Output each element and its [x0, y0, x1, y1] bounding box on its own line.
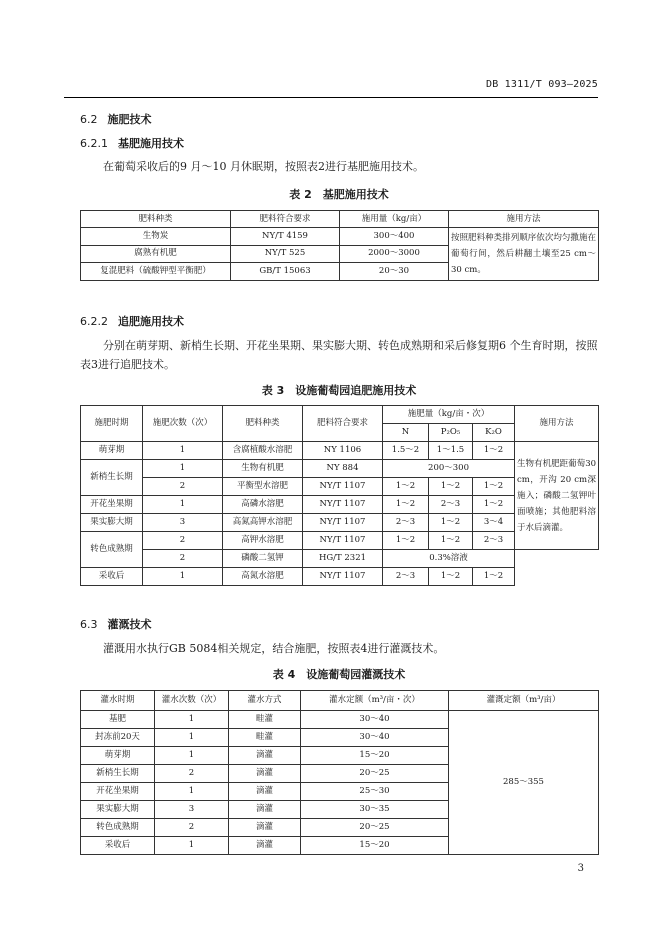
table-header: 肥料符合要求 [231, 211, 340, 228]
table-cell: 滴灌 [229, 801, 301, 819]
table-cell: 3～4 [473, 514, 515, 532]
table-header: 施肥次数（次） [143, 406, 223, 442]
table-cell: NY/T 1107 [303, 478, 383, 496]
table-cell: GB/T 15063 [231, 263, 340, 281]
table-header: 肥料种类 [223, 406, 303, 442]
section-title: 基肥施用技术 [118, 137, 184, 150]
table-cell: 生物炭 [81, 228, 231, 246]
table-cell: 开花坐果期 [81, 496, 143, 514]
table-cell: 滴灌 [229, 819, 301, 837]
section-6-3-heading [80, 616, 152, 632]
table-header: 灌水方式 [229, 691, 301, 711]
table-cell: 3 [143, 514, 223, 532]
table-cell: 1.5～2 [383, 442, 429, 460]
table-cell: 封冻前20天 [81, 729, 155, 747]
table-cell: 生物有机肥 [223, 460, 303, 478]
table-cell: 1 [143, 568, 223, 586]
table-cell: 高磷水溶肥 [223, 496, 303, 514]
table-cell: 15～20 [301, 747, 449, 765]
table4-caption: 表 4 设施葡萄园灌溉技术 [272, 668, 406, 681]
table-cell: NY/T 1107 [303, 568, 383, 586]
section-6-2-1-heading [80, 135, 184, 151]
section-number: 6.2 [80, 113, 98, 126]
table-cell: 20～25 [301, 765, 449, 783]
table-cell: 1～2 [429, 532, 473, 550]
table-cell: 畦灌 [229, 711, 301, 729]
table-cell: 200～300 [383, 460, 515, 478]
table-cell: 1 [155, 747, 229, 765]
table-cell: 果实膨大期 [81, 514, 143, 532]
table3-caption: 表 3 设施葡萄园追肥施用技术 [261, 384, 417, 397]
section-title: 灌溉技术 [107, 618, 152, 631]
table-cell: 1～2 [473, 496, 515, 514]
table-header: 肥料种类 [81, 211, 231, 228]
paragraph-6-3: 灌溉用水执行GB 5084相关规定，结合施肥，按照表4进行灌溉技术。 [103, 642, 445, 655]
table-cell: 新梢生长期 [81, 765, 155, 783]
table-cell: NY 884 [303, 460, 383, 478]
table-cell: 1 [155, 711, 229, 729]
section-number: 6.3 [80, 618, 98, 631]
section-number: 6.2.1 [80, 137, 108, 150]
table-cell: 1～2 [473, 478, 515, 496]
table-cell: 1 [155, 837, 229, 855]
table-cell: 2000～3000 [340, 245, 449, 263]
table-cell: 20～30 [340, 263, 449, 281]
table-cell: NY 1106 [303, 442, 383, 460]
table-row [81, 442, 599, 460]
table-cell: 2 [143, 550, 223, 568]
table-header: 施肥量（kg/亩・次） [383, 406, 515, 424]
table-cell: 1 [143, 496, 223, 514]
table-row [81, 550, 599, 568]
table-row [81, 711, 599, 729]
table-header: N [383, 424, 429, 442]
table-cell: NY/T 1107 [303, 514, 383, 532]
section-number: 6.2.2 [80, 315, 108, 328]
table-header: 灌水时期 [81, 691, 155, 711]
table-cell: 滴灌 [229, 747, 301, 765]
table-3 [80, 405, 599, 586]
table-cell: 300～400 [340, 228, 449, 246]
table-cell: 平衡型水溶肥 [223, 478, 303, 496]
table-cell: 2 [155, 765, 229, 783]
table-cell: 1～2 [383, 532, 429, 550]
table-header: P₂O₅ [429, 424, 473, 442]
table-cell: 0.3%溶液 [383, 550, 515, 568]
table-4 [80, 690, 599, 855]
table-cell: 新梢生长期 [81, 460, 143, 496]
table-cell: 30～40 [301, 729, 449, 747]
document-code: DB 1311/T 093—2025 [486, 79, 598, 90]
table-cell: 滴灌 [229, 765, 301, 783]
table-2 [80, 210, 599, 281]
table-cell: 15～20 [301, 837, 449, 855]
table-cell: 1 [143, 442, 223, 460]
table-cell: 滴灌 [229, 837, 301, 855]
header-rule [64, 97, 598, 98]
table-cell: 1～2 [429, 568, 473, 586]
table-cell: 滴灌 [229, 783, 301, 801]
table-cell: 1～2 [429, 514, 473, 532]
table-cell: 2 [143, 532, 223, 550]
table-cell: 含腐植酸水溶肥 [223, 442, 303, 460]
table-cell: 30～35 [301, 801, 449, 819]
table-cell: 2～3 [383, 514, 429, 532]
table-cell: NY/T 1107 [303, 532, 383, 550]
table-cell: 2～3 [383, 568, 429, 586]
table-header: 灌水次数（次） [155, 691, 229, 711]
method-cell: 生物有机肥距葡萄30 cm，开沟 20 cm深施入；磷酸二氢钾叶面喷施；其他肥料溶于水后滴灌。 [515, 442, 599, 550]
table-cell: 萌芽期 [81, 747, 155, 765]
section-6-2-heading [80, 111, 152, 127]
section-title: 施肥技术 [107, 113, 152, 126]
table-cell: 转色成熟期 [81, 532, 143, 568]
table-header: 施用方法 [449, 211, 599, 228]
table-cell: 3 [155, 801, 229, 819]
table-cell: 1～2 [383, 496, 429, 514]
irrigation-total-cell: 285～355 [449, 711, 599, 855]
table-cell: 25～30 [301, 783, 449, 801]
table-cell: 基肥 [81, 711, 155, 729]
table-cell: 2 [143, 478, 223, 496]
table-cell: 采收后 [81, 568, 143, 586]
table-cell: 畦灌 [229, 729, 301, 747]
table-header: 肥料符合要求 [303, 406, 383, 442]
table-cell: 1～2 [473, 442, 515, 460]
table2-caption: 表 2 基肥施用技术 [289, 188, 389, 201]
table-cell: NY/T 525 [231, 245, 340, 263]
table-header: K₂O [473, 424, 515, 442]
table-row [81, 568, 599, 586]
paragraph-6-2-2: 分别在萌芽期、新梢生长期、开花坐果期、果实膨大期、转色成熟期和采后修复期6 个生育时期，按照表3进行追肥技术。 [80, 339, 598, 371]
table-header: 施用方法 [515, 406, 599, 442]
table-cell: 高氮水溶肥 [223, 568, 303, 586]
table-header: 施肥时期 [81, 406, 143, 442]
table-cell: 20～25 [301, 819, 449, 837]
table-cell: 转色成熟期 [81, 819, 155, 837]
table-cell: 果实膨大期 [81, 801, 155, 819]
table-cell: 高钾水溶肥 [223, 532, 303, 550]
table-header: 施用量（kg/亩） [340, 211, 449, 228]
table-header: 灌水定额（m³/亩・次） [301, 691, 449, 711]
table-cell: 萌芽期 [81, 442, 143, 460]
table-cell: 1 [155, 729, 229, 747]
table-cell: 腐熟有机肥 [81, 245, 231, 263]
table-cell: 磷酸二氢钾 [223, 550, 303, 568]
table-cell: 1～2 [473, 568, 515, 586]
table-header: 灌溉定额（m³/亩） [449, 691, 599, 711]
paragraph-6-2-1: 在葡萄采收后的9 月～10 月休眠期，按照表2进行基肥施用技术。 [103, 160, 424, 173]
table-cell: 2～3 [473, 532, 515, 550]
section-title: 追肥施用技术 [118, 315, 184, 328]
table-cell: 1 [143, 460, 223, 478]
table-cell: 1～1.5 [429, 442, 473, 460]
section-6-2-2-heading [80, 313, 184, 329]
table-cell: 1～2 [429, 478, 473, 496]
table-cell: HG/T 2321 [303, 550, 383, 568]
page-number: 3 [577, 863, 584, 874]
table-cell: NY/T 1107 [303, 496, 383, 514]
table-cell: 采收后 [81, 837, 155, 855]
table-cell: 复混肥料（硫酸钾型平衡肥） [81, 263, 231, 281]
method-cell: 按照肥料种类排列顺序依次均匀撒施在葡萄行间，然后耕翻土壤至25 cm～30 cm。 [449, 228, 599, 281]
table-cell: 1～2 [383, 478, 429, 496]
table-cell: 2～3 [429, 496, 473, 514]
table-row [81, 228, 599, 246]
table-cell: 开花坐果期 [81, 783, 155, 801]
table-cell: NY/T 4159 [231, 228, 340, 246]
table-cell: 高氮高钾水溶肥 [223, 514, 303, 532]
table-cell: 2 [155, 819, 229, 837]
table-cell: 1 [155, 783, 229, 801]
table-cell: 30～40 [301, 711, 449, 729]
